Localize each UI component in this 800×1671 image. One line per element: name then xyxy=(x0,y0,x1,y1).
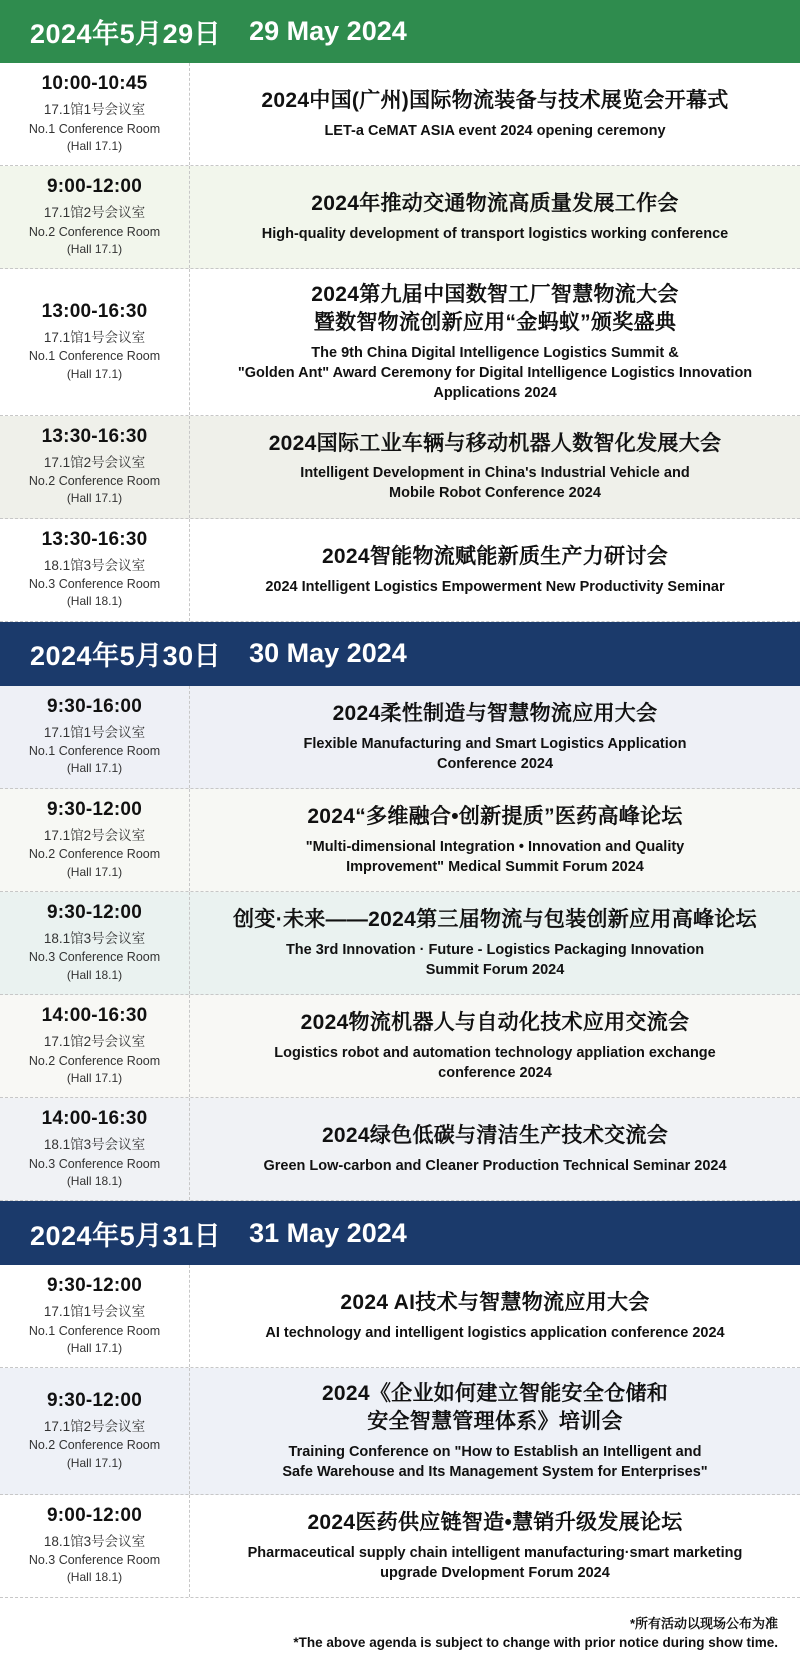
session-room-hall: (Hall 17.1) xyxy=(66,1340,123,1355)
session-title-cn: 2024年推动交通物流高质量发展工作会 xyxy=(311,192,679,216)
session-room-cn: 17.1馆1号会议室 xyxy=(43,329,146,345)
session-meta xyxy=(0,416,190,518)
session-time: 9:00-12:00 xyxy=(47,1504,142,1526)
session-room-en: No.2 Conference Room xyxy=(28,1438,161,1453)
session-room-en: No.3 Conference Room xyxy=(28,1156,161,1171)
session-row[interactable] xyxy=(0,1098,800,1201)
session-room-hall: (Hall 17.1) xyxy=(66,1455,123,1470)
session-meta xyxy=(0,63,190,165)
day-date-en: 30 May 2024 xyxy=(249,638,407,669)
session-time: 9:30-12:00 xyxy=(47,1389,142,1411)
session-room-hall: (Hall 17.1) xyxy=(66,138,123,153)
session-room-cn: 17.1馆1号会议室 xyxy=(43,1304,146,1320)
session-room-cn: 17.1馆2号会议室 xyxy=(43,454,146,470)
session-row[interactable] xyxy=(0,416,800,519)
session-title-cn: 2024物流机器人与自动化技术应用交流会 xyxy=(300,1011,690,1035)
session-room-hall: (Hall 17.1) xyxy=(66,491,123,506)
session-room-en: No.1 Conference Room xyxy=(28,121,161,136)
session-room-en: No.2 Conference Room xyxy=(28,474,161,489)
session-room-cn: 17.1馆2号会议室 xyxy=(43,205,146,221)
session-title-en: Green Low-carbon and Cleaner Production Technical Seminar 2024 xyxy=(263,1157,727,1174)
session-room-en: No.3 Conference Room xyxy=(28,950,161,965)
session-titles xyxy=(190,686,800,788)
session-meta xyxy=(0,995,190,1097)
session-title-en: High-quality development of transport logistics working conference xyxy=(261,225,729,242)
session-time: 9:30-12:00 xyxy=(47,1275,142,1297)
session-room-hall: (Hall 18.1) xyxy=(66,1570,123,1585)
session-row[interactable] xyxy=(0,1265,800,1368)
footer-note-cn: *所有活动以现场公布为准 xyxy=(629,1615,778,1631)
session-title-en: LET-a CeMAT ASIA event 2024 opening ceremony xyxy=(324,122,666,139)
session-titles xyxy=(190,166,800,268)
session-room-cn: 18.1馆3号会议室 xyxy=(43,1533,146,1549)
session-room-en: No.3 Conference Room xyxy=(28,1553,161,1568)
session-title-cn: 2024《企业如何建立智能安全仓储和 安全智慧管理体系》培训会 xyxy=(321,1382,669,1433)
session-title-cn: 2024医药供应链智造•慧销升级发展论坛 xyxy=(307,1510,683,1534)
session-row[interactable] xyxy=(0,995,800,1098)
session-time: 13:00-16:30 xyxy=(41,300,148,322)
session-titles xyxy=(190,1368,800,1493)
session-meta xyxy=(0,1265,190,1367)
footer-note xyxy=(0,1598,800,1671)
session-room-hall: (Hall 17.1) xyxy=(66,366,123,381)
session-meta xyxy=(0,166,190,268)
session-room-hall: (Hall 17.1) xyxy=(66,1070,123,1085)
session-row[interactable] xyxy=(0,519,800,622)
session-title-en: 2024 Intelligent Logistics Empowerment New Productivity Seminar xyxy=(265,578,725,595)
session-room-hall: (Hall 17.1) xyxy=(66,761,123,776)
session-titles xyxy=(190,269,800,414)
session-row[interactable] xyxy=(0,269,800,415)
session-row[interactable] xyxy=(0,1495,800,1598)
session-titles xyxy=(190,1265,800,1367)
session-title-cn: 创变·未来——2024第三届物流与包装创新应用高峰论坛 xyxy=(233,908,757,932)
session-room-cn: 18.1馆3号会议室 xyxy=(43,1137,146,1153)
session-meta xyxy=(0,519,190,621)
session-titles xyxy=(190,789,800,891)
session-room-en: No.2 Conference Room xyxy=(28,224,161,239)
session-title-en: The 9th China Digital Intelligence Logistics Summit & "Golden Ant" Award Ceremony for Digital Intelligence Logistics Innovation Applications 2024 xyxy=(237,344,753,401)
session-title-cn: 2024第九届中国数智工厂智慧物流大会 暨数智物流创新应用“金蚂蚁”颁奖盛典 xyxy=(311,283,679,334)
session-room-hall: (Hall 17.1) xyxy=(66,864,123,879)
session-meta xyxy=(0,269,190,414)
session-title-cn: 2024柔性制造与智慧物流应用大会 xyxy=(332,701,658,725)
session-room-cn: 17.1馆2号会议室 xyxy=(43,1418,146,1434)
session-titles xyxy=(190,892,800,994)
session-title-cn: 2024绿色低碳与清洁生产技术交流会 xyxy=(321,1124,669,1148)
session-meta xyxy=(0,686,190,788)
session-title-en: "Multi-dimensional Integration • Innovation and Quality Improvement" Medical Summit Forum 2024 xyxy=(305,838,685,875)
session-row[interactable] xyxy=(0,892,800,995)
session-room-en: No.1 Conference Room xyxy=(28,744,161,759)
session-time: 13:30-16:30 xyxy=(41,528,148,550)
session-title-en: Logistics robot and automation technology appliation exchange conference 2024 xyxy=(274,1044,716,1081)
session-room-hall: (Hall 18.1) xyxy=(66,1173,123,1188)
session-title-cn: 2024“多维融合•创新提质”医药高峰论坛 xyxy=(307,805,683,828)
session-room-hall: (Hall 18.1) xyxy=(66,594,123,609)
day-header-3 xyxy=(0,1201,800,1265)
session-room-cn: 17.1馆1号会议室 xyxy=(43,724,146,740)
session-time: 9:00-12:00 xyxy=(47,176,142,198)
session-room-en: No.1 Conference Room xyxy=(28,349,161,364)
session-title-en: AI technology and intelligent logistics application conference 2024 xyxy=(265,1325,725,1342)
session-time: 9:30-12:00 xyxy=(47,901,142,923)
session-meta xyxy=(0,1495,190,1597)
session-time: 9:30-16:00 xyxy=(47,695,142,717)
session-room-en: No.2 Conference Room xyxy=(28,1053,161,1068)
session-time: 14:00-16:30 xyxy=(41,1004,148,1026)
session-titles xyxy=(190,995,800,1097)
session-room-cn: 18.1馆3号会议室 xyxy=(43,930,146,946)
session-titles xyxy=(190,1098,800,1200)
day-date-en: 29 May 2024 xyxy=(249,16,407,46)
session-row[interactable] xyxy=(0,63,800,166)
day-date-cn: 2024年5月30日 xyxy=(30,641,222,672)
day-header-2 xyxy=(0,622,800,686)
session-titles xyxy=(190,1495,800,1597)
session-meta xyxy=(0,789,190,891)
session-row[interactable] xyxy=(0,166,800,269)
session-time: 14:00-16:30 xyxy=(41,1108,148,1130)
session-row[interactable] xyxy=(0,789,800,892)
day-date-cn: 2024年5月31日 xyxy=(30,1220,222,1251)
session-row[interactable] xyxy=(0,686,800,789)
session-titles xyxy=(190,416,800,518)
session-title-en: The 3rd Innovation · Future - Logistics Packaging Innovation Summit Forum 2024 xyxy=(285,941,705,978)
session-room-cn: 17.1馆2号会议室 xyxy=(43,1033,146,1049)
session-title-en: Training Conference on "How to Establish an Intelligent and Safe Warehouse and Its Management System for Enterprises" xyxy=(282,1443,708,1480)
session-title-en: Pharmaceutical supply chain intelligent manufacturing·smart marketing upgrade Dvelopment Forum 2024 xyxy=(247,1544,743,1581)
session-time: 10:00-10:45 xyxy=(41,73,148,94)
footer-note-en: *The above agenda is subject to change with prior notice during show time. xyxy=(293,1635,778,1651)
session-title-en: Flexible Manufacturing and Smart Logistics Application Conference 2024 xyxy=(303,735,687,772)
session-room-cn: 17.1馆2号会议室 xyxy=(43,827,146,843)
session-meta xyxy=(0,1368,190,1493)
session-room-hall: (Hall 18.1) xyxy=(66,967,123,982)
session-row[interactable] xyxy=(0,1368,800,1494)
session-room-en: No.2 Conference Room xyxy=(28,847,161,862)
session-titles xyxy=(190,519,800,621)
session-title-cn: 2024 AI技术与智慧物流应用大会 xyxy=(340,1291,650,1315)
session-room-cn: 17.1馆1号会议室 xyxy=(43,102,146,117)
session-title-cn: 2024智能物流赋能新质生产力研讨会 xyxy=(321,544,669,568)
session-time: 9:30-12:00 xyxy=(47,798,142,820)
session-time: 13:30-16:30 xyxy=(41,425,148,447)
session-room-cn: 18.1馆3号会议室 xyxy=(43,557,146,573)
session-titles xyxy=(190,63,800,165)
session-title-cn: 2024国际工业车辆与移动机器人数智化发展大会 xyxy=(268,431,722,455)
day-date-en: 31 May 2024 xyxy=(249,1217,407,1248)
session-meta xyxy=(0,1098,190,1200)
session-title-cn: 2024中国(广州)国际物流装备与技术展览会开幕式 xyxy=(261,89,729,113)
session-meta xyxy=(0,892,190,994)
session-room-en: No.3 Conference Room xyxy=(28,577,161,592)
day-date-cn: 2024年5月29日 xyxy=(30,19,222,49)
session-title-en: Intelligent Development in China's Industrial Vehicle and Mobile Robot Conference 2024 xyxy=(300,465,690,502)
day-header-1 xyxy=(0,0,800,63)
session-room-hall: (Hall 17.1) xyxy=(66,241,123,256)
session-room-en: No.1 Conference Room xyxy=(28,1323,161,1338)
